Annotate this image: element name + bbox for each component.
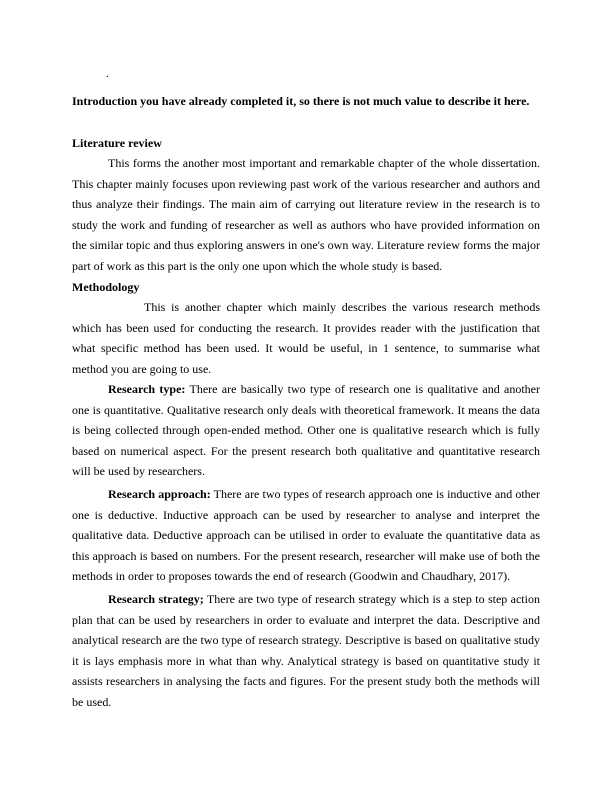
literature-review-heading: Literature review	[72, 136, 162, 150]
research-strategy-paragraph	[72, 589, 540, 713]
research-approach-text: There are two types of research approach one is inductive and other one is deductive. Inductive approach can be used by researcher to analyse and interpret the qualitative data. Deductive approach can be utilised in order to evaluate the quantitative data as this approach is based on numbers. For the present research, researcher will make use of both the methods in order to proposes towards the end of research (Goodwin and Chaudhary, 2017).	[72, 487, 540, 584]
research-approach-label: Research approach:	[108, 487, 211, 501]
intro-line: Introduction you have already completed it, so there is not much value to describe it here.	[72, 94, 530, 108]
research-type-text: There are basically two type of research one is qualitative and another one is quantitative. Qualitative research only deals with theoretical framework. It means the data is being collected through open-ended method. Other one is qualitative research which is fully based on numerical aspect. For the present research both qualitative and quantitative research will be used by researchers.	[72, 382, 540, 479]
research-type-label: Research type:	[108, 382, 186, 396]
methodology-paragraph	[72, 297, 540, 379]
literature-review-paragraph	[72, 153, 540, 277]
methodology-heading: Methodology	[72, 280, 140, 294]
research-type-paragraph	[72, 379, 540, 482]
research-strategy-label: Research strategy;	[108, 592, 204, 606]
research-strategy-text: There are two type of research strategy which is a step to step action plan that can be used by researchers in order to evaluate and interpret the data. Descriptive and analytical research are the two type of research strategy. Descriptive is based on qualitative study it is lays emphasis more in what than why. Analytical strategy is based on quantitative study it assists researchers in analysing the facts and figures. For the present study both the methods will be used.	[72, 592, 540, 709]
stray-mark: .	[106, 68, 109, 80]
literature-review-text: This forms the another most important and remarkable chapter of the whole dissertation. This chapter mainly focuses upon reviewing past work of the various researcher and authors and thus analyze their findings. The main aim of carrying out literature review in the research is to study the work and funding of researcher as well as authors who have provided information on the similar topic and thus exploring answers in one's own way. Literature review forms the major part of work as this part is the only one upon which the whole study is based.	[72, 156, 540, 273]
research-approach-paragraph	[72, 484, 540, 587]
methodology-text: This is another chapter which mainly describes the various research methods which has been used for conducting the research. It provides reader with the justification that what specific method has been used. It would be useful, in 1 sentence, to summarise what method you are going to use.	[72, 300, 540, 376]
